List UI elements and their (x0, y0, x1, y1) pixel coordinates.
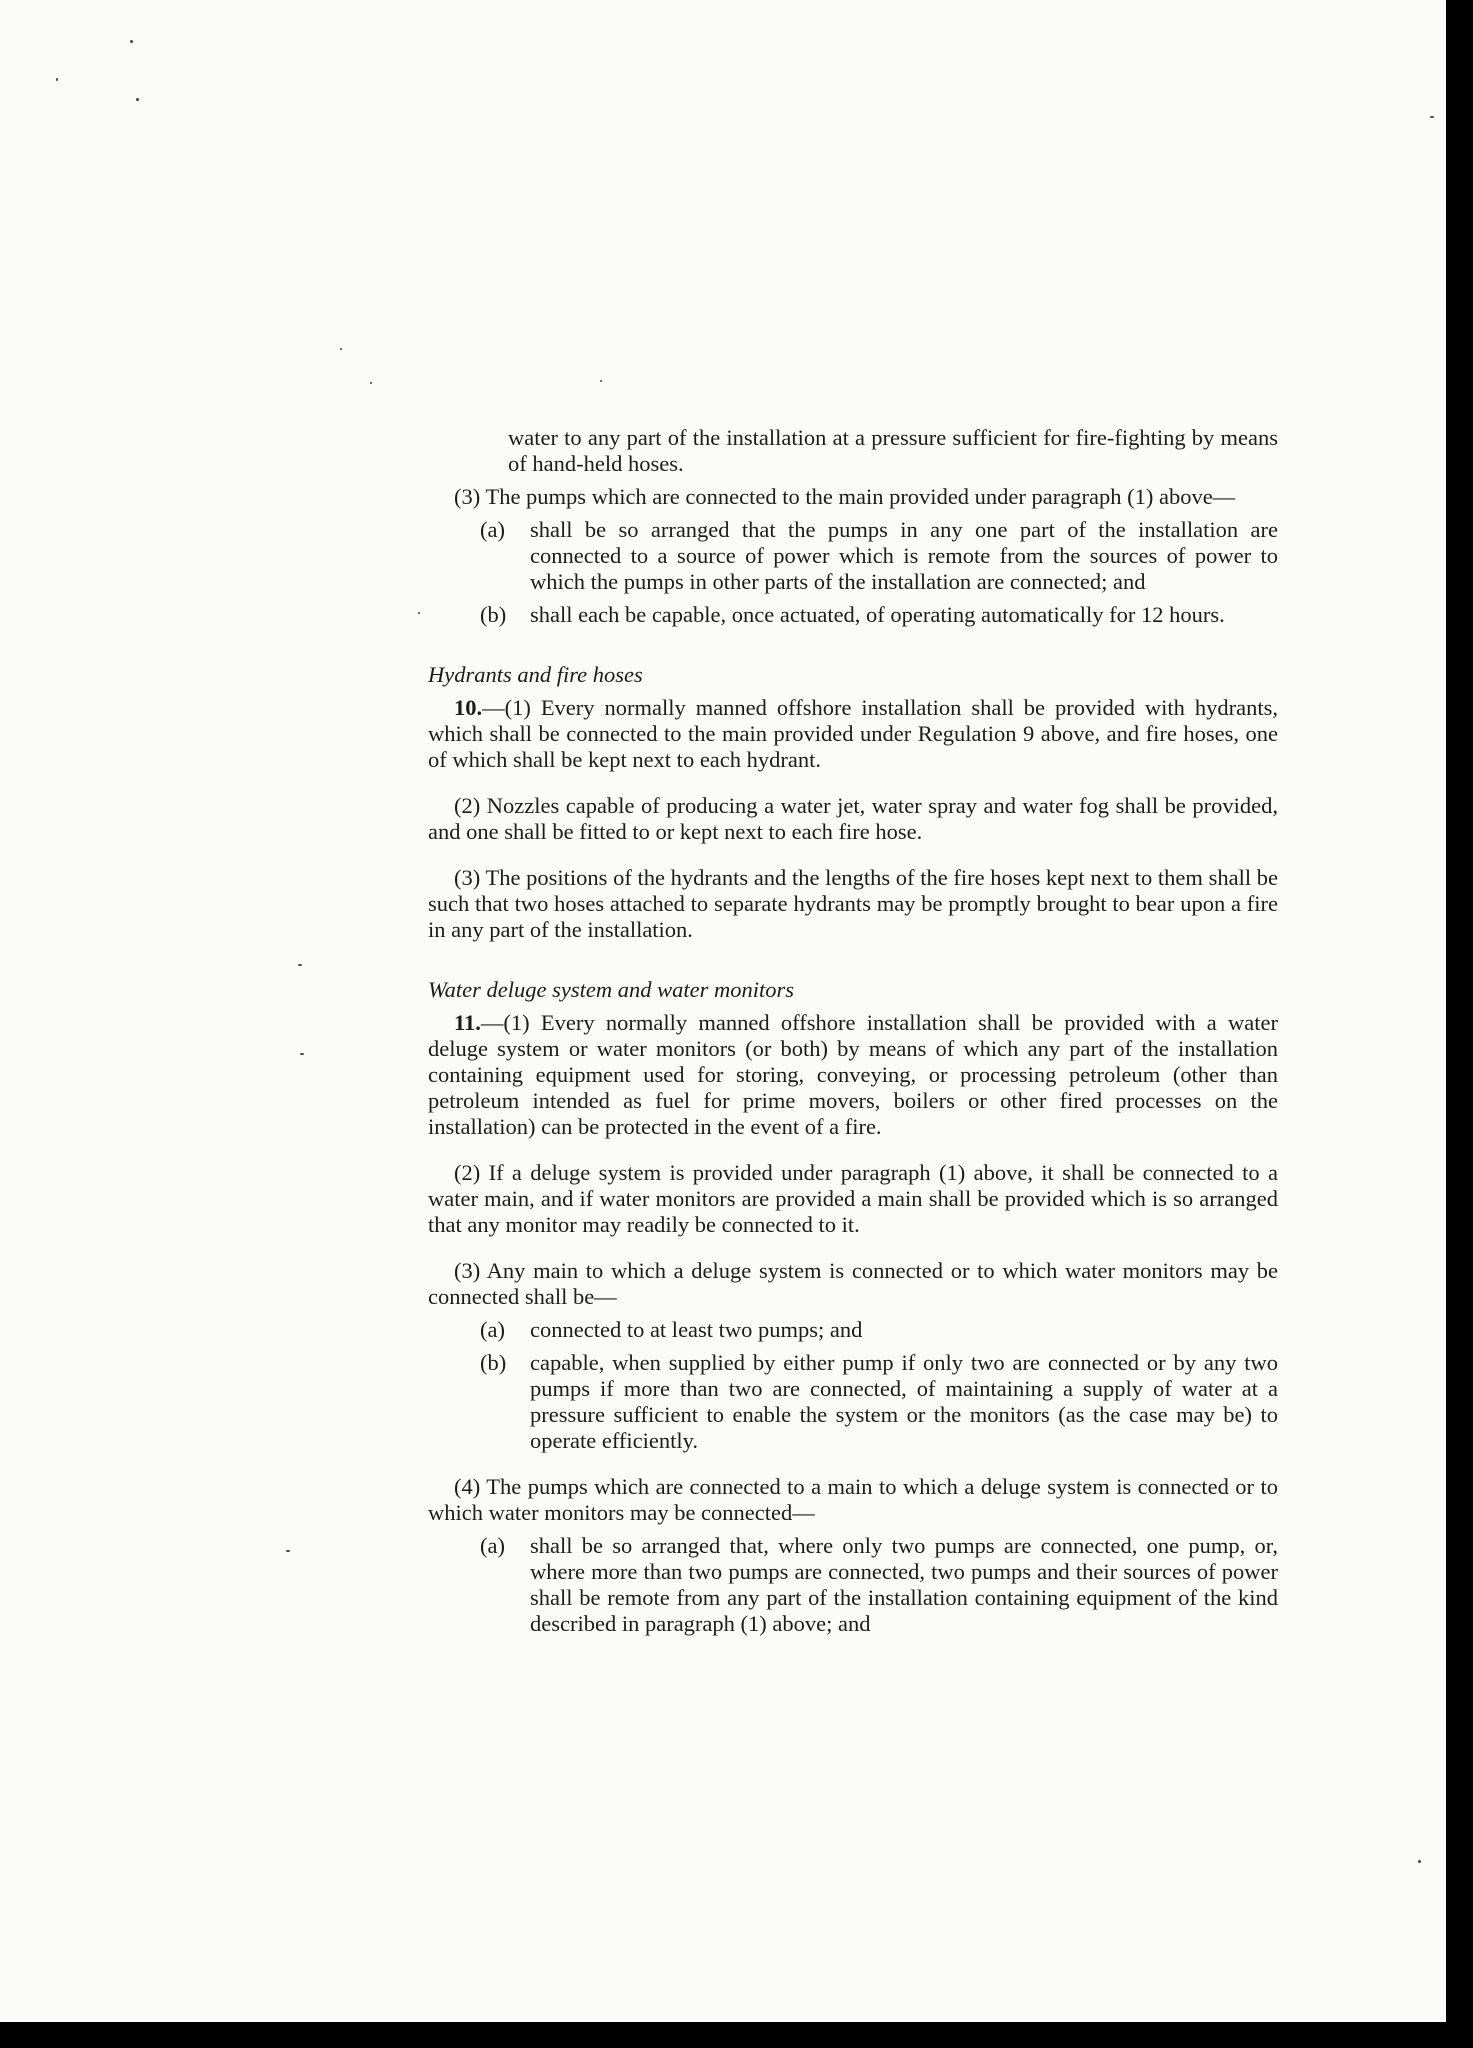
scan-speck (286, 1550, 290, 1552)
section11-para1 (428, 1010, 1278, 1140)
item-text: connected to at least two pumps; and (530, 1317, 863, 1342)
section11-para3-item-b (480, 1350, 1278, 1454)
reg9-para3-item-b (480, 602, 1278, 628)
scan-speck (1430, 116, 1434, 118)
scan-speck (418, 612, 420, 614)
section10-number: 10. (454, 695, 483, 720)
section11-para1-text: —(1) Every normally manned offshore installation shall be provided with a water deluge system or water monitors (or both) by means of which any part of the installation containing equipment used for storing, conveying, or processing petroleum (other than petroleum intended as fuel for prime movers, boilers or other fired processes on the installation) can be protected in the event of a fire. (428, 1010, 1278, 1139)
item-label: (a) (480, 1533, 505, 1558)
item-text: capable, when supplied by either pump if only two are connected or by any two pumps if more than two are connected, of maintaining a supply of water at a pressure sufficient to enable the system or the monitors (as the case may be) to operate efficiently. (530, 1350, 1278, 1453)
scan-speck (600, 380, 602, 382)
scan-speck (340, 348, 342, 350)
reg9-para3-lead: (3) The pumps which are connected to the main provided under paragraph (1) above— (454, 484, 1236, 509)
scan-speck (298, 964, 302, 966)
scan-speck (136, 98, 139, 101)
section11-number: 11. (454, 1010, 481, 1035)
section11-para3-lead: (3) Any main to which a deluge system is connected or to which water monitors may be connected shall be— (428, 1258, 1278, 1309)
item-label: (b) (480, 602, 507, 627)
continuation-text: water to any part of the installation at a pressure sufficient for fire-fighting by means of hand-held hoses. (508, 425, 1278, 476)
section10-para1 (428, 695, 1278, 773)
section10-para1-text: —(1) Every normally manned offshore installation shall be provided with hydrants, which shall be connected to the main provided under Regulation 9 above, and fire hoses, one of which shall be kept next to each hydrant. (428, 695, 1278, 772)
section11-para3-item-a (480, 1317, 1278, 1343)
scan-speck (300, 1053, 304, 1055)
item-text: shall be so arranged that, where only two pumps are connected, one pump, or, where more than two pumps are connected, two pumps and their sources of power shall be remote from any part of the installation containing equipment of the kind described in paragraph (1) above; and (530, 1533, 1278, 1636)
item-text: shall each be capable, once actuated, of operating automatically for 12 hours. (530, 602, 1225, 627)
scan-speck (56, 78, 58, 81)
item-label: (a) (480, 517, 505, 542)
item-label: (b) (480, 1350, 507, 1375)
section11-heading: Water deluge system and water monitors (428, 977, 795, 1002)
section11-para4-lead: (4) The pumps which are connected to a main to which a deluge system is connected or to which water monitors may be connected— (428, 1474, 1278, 1525)
item-label: (a) (480, 1317, 505, 1342)
section10-para2: (2) Nozzles capable of producing a water jet, water spray and water fog shall be provided, and one shall be fitted to or kept next to each fire hose. (428, 793, 1278, 844)
section10-para3: (3) The positions of the hydrants and the lengths of the fire hoses kept next to them shall be such that two hoses attached to separate hydrants may be promptly brought to bear upon a fire in any part of the installation. (428, 865, 1278, 942)
document-body (428, 425, 1278, 1637)
section11-para4-item-a (480, 1533, 1278, 1637)
scan-speck (370, 382, 372, 384)
section11-para2: (2) If a deluge system is provided under paragraph (1) above, it shall be connected to a water main, and if water monitors are provided a main shall be provided which is so arranged that any monitor may readily be connected to it. (428, 1160, 1278, 1237)
section10-heading: Hydrants and fire hoses (428, 662, 643, 687)
scan-speck (130, 40, 133, 43)
reg9-para3-item-a (480, 517, 1278, 595)
scan-speck (1418, 1860, 1421, 1863)
item-text: shall be so arranged that the pumps in any one part of the installation are connected to a source of power which is remote from the sources of power to which the pumps in other parts of the installation are connected; and (530, 517, 1278, 594)
